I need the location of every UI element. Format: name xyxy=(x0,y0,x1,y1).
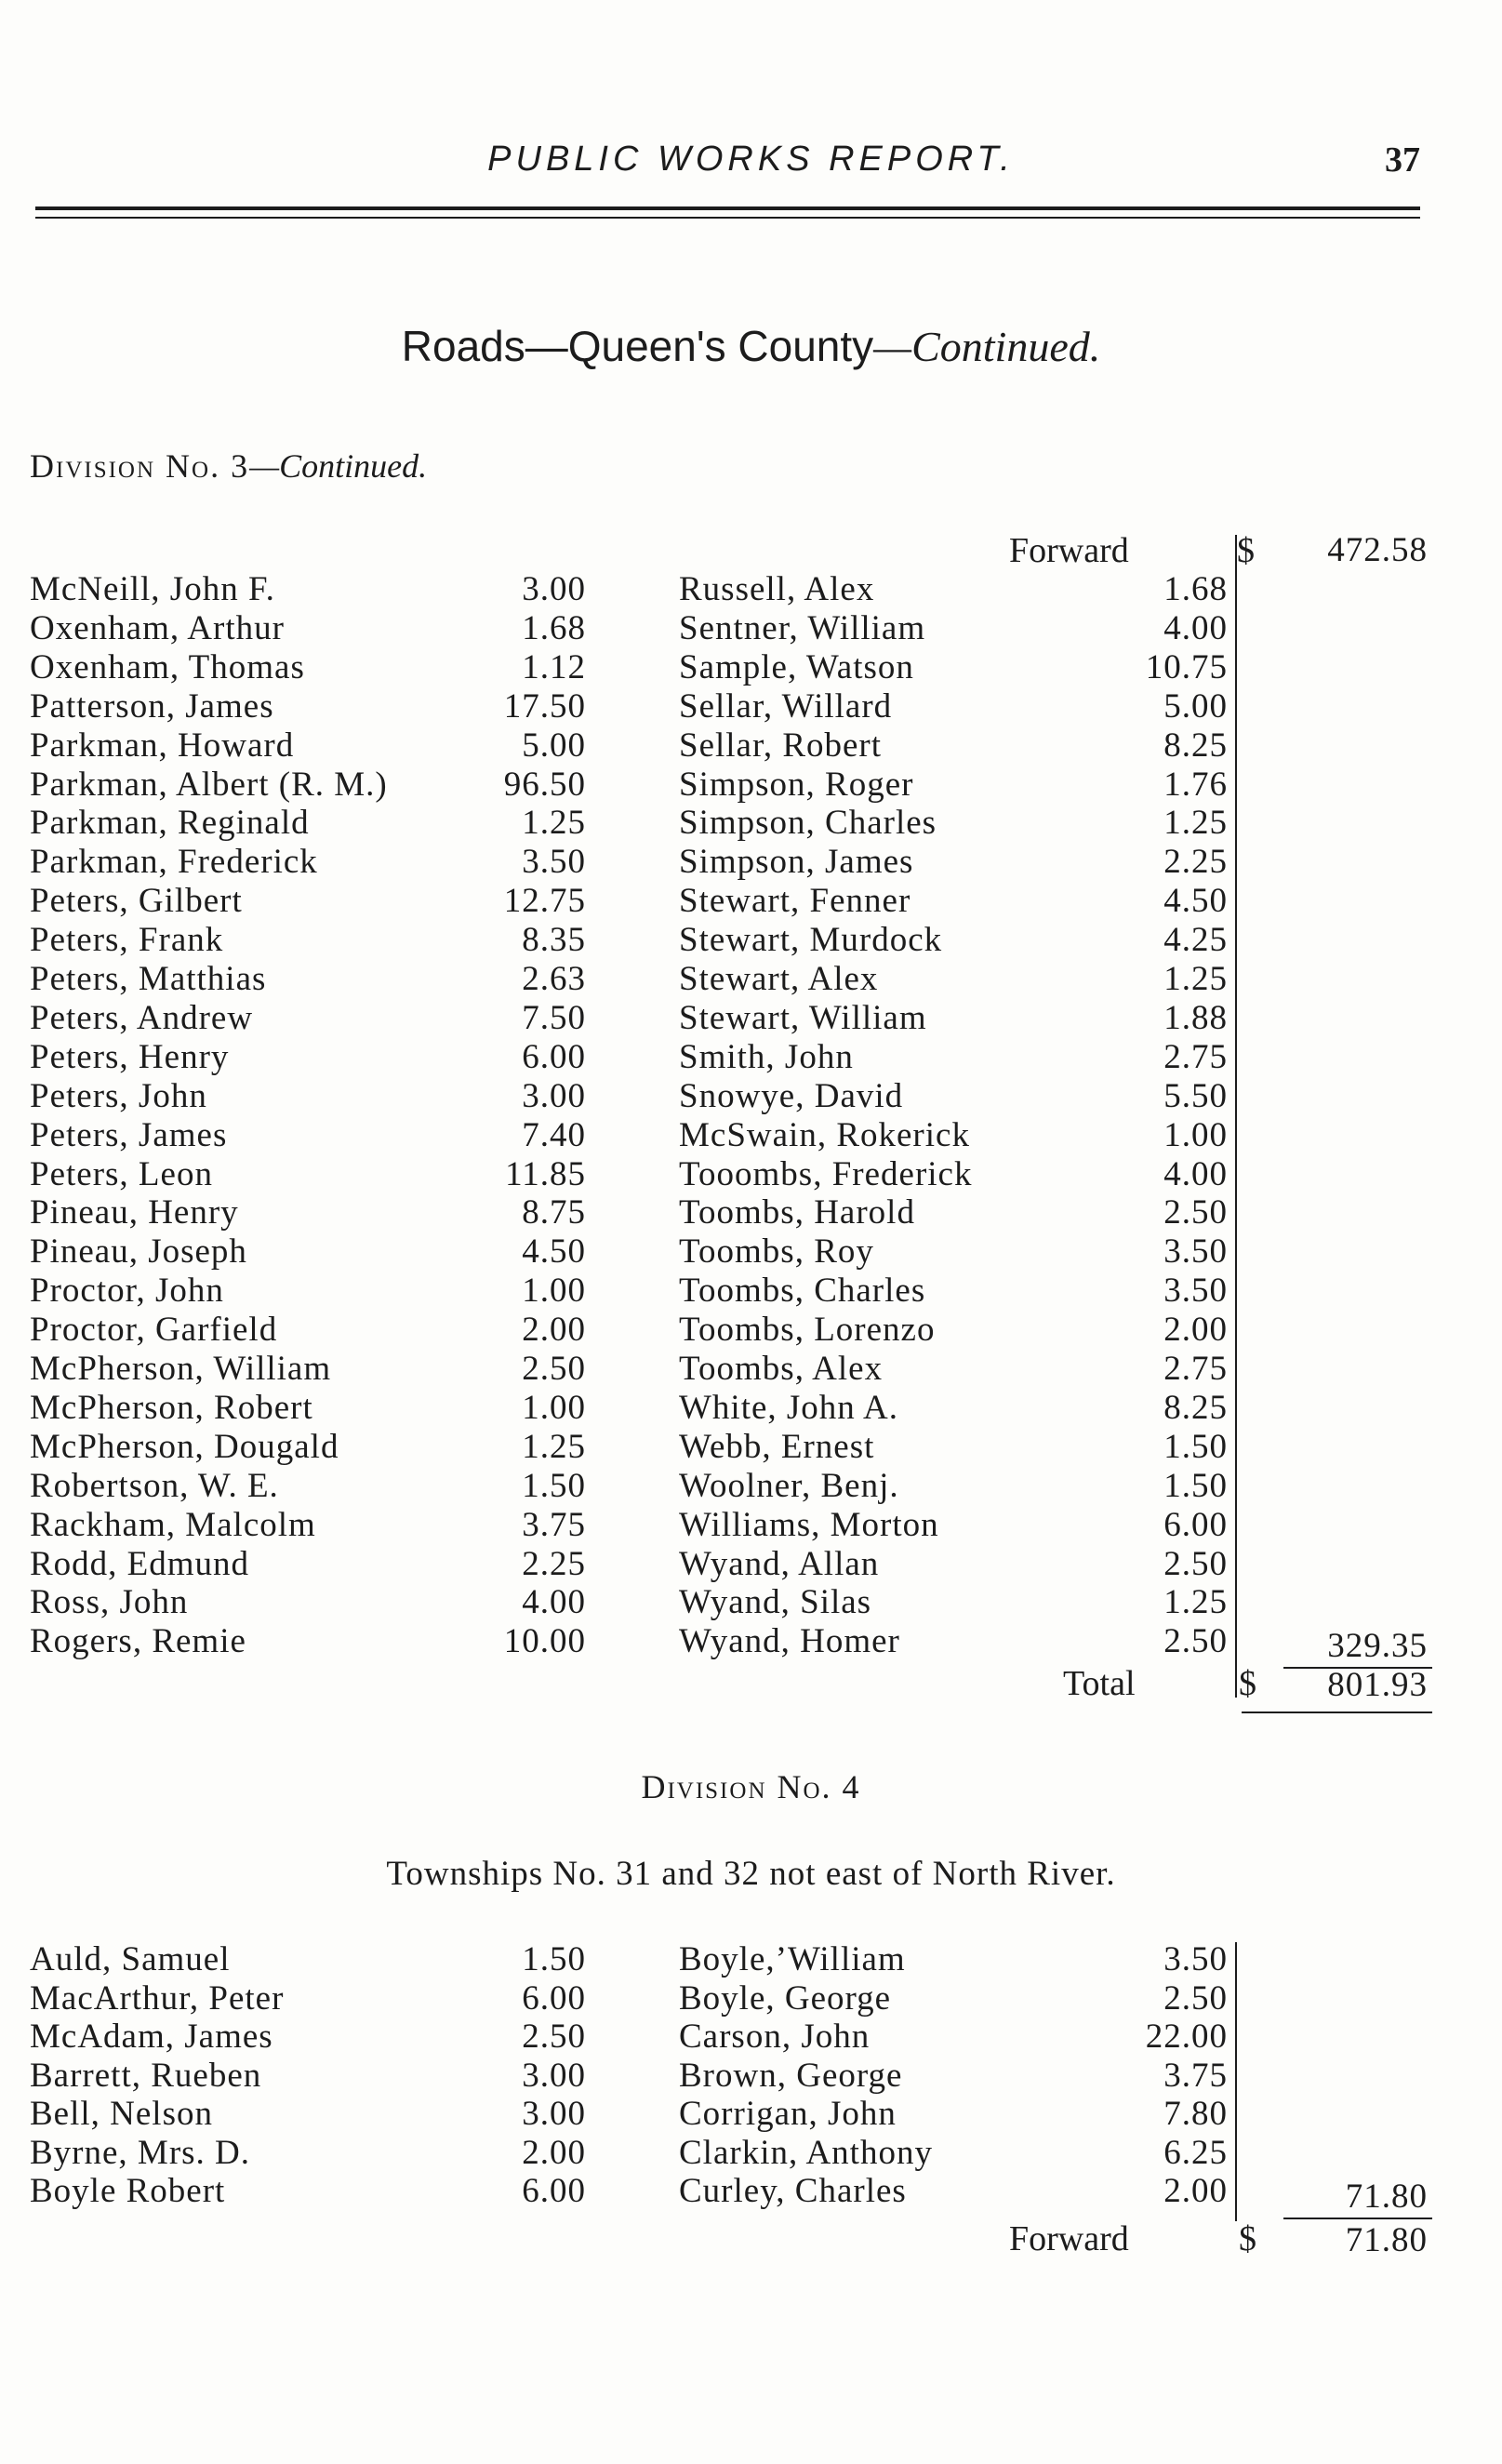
right-name: Stewart, William xyxy=(679,998,927,1037)
ledger-row xyxy=(0,569,1502,608)
ledger-row xyxy=(0,1076,1502,1115)
left-name: Ross, John xyxy=(30,1583,189,1622)
left-name: Pineau, Henry xyxy=(30,1193,239,1232)
ledger-row xyxy=(0,2171,1502,2210)
left-name: Pineau, Joseph xyxy=(30,1232,247,1272)
right-name: Simpson, James xyxy=(679,843,914,882)
ledger-row xyxy=(0,1271,1502,1310)
right-amount: 1.50 xyxy=(1163,1466,1228,1505)
total-label: Total xyxy=(1063,1664,1136,1703)
division-4-amount-rule xyxy=(1235,1942,1237,2221)
left-amount: 17.50 xyxy=(503,686,586,726)
left-name: Peters, Henry xyxy=(30,1037,230,1076)
right-amount: 3.75 xyxy=(1163,2056,1228,2095)
right-name: Russell, Alex xyxy=(679,570,875,608)
left-amount: 6.00 xyxy=(522,2172,586,2210)
right-amount: 4.50 xyxy=(1163,882,1228,921)
left-amount: 7.40 xyxy=(522,1115,586,1154)
ledger-row xyxy=(0,1232,1502,1271)
right-name: Sellar, Willard xyxy=(679,686,893,726)
forward-label-top: Forward xyxy=(1009,531,1129,570)
left-name: Peters, Leon xyxy=(30,1154,213,1193)
right-name: Boyle,’William xyxy=(679,1940,906,1978)
right-name: Wyand, Allan xyxy=(679,1544,880,1583)
ledger-row xyxy=(0,1037,1502,1076)
left-name: Barrett, Rueben xyxy=(30,2056,262,2095)
left-amount: 3.00 xyxy=(522,1076,586,1115)
ledger-row xyxy=(0,1544,1502,1583)
left-amount: 6.00 xyxy=(522,1978,586,2018)
division-3-subtotal: 329.35 xyxy=(1327,1627,1428,1665)
right-name: Simpson, Roger xyxy=(679,765,914,804)
left-name: Peters, James xyxy=(30,1115,228,1154)
right-name: Toombs, Charles xyxy=(679,1272,926,1311)
ledger-row xyxy=(0,1154,1502,1193)
right-amount: 2.50 xyxy=(1163,1622,1228,1661)
ledger-row xyxy=(0,608,1502,647)
right-amount: 1.76 xyxy=(1163,765,1228,804)
running-head: PUBLIC WORKS REPORT. xyxy=(487,140,1015,179)
left-name: Boyle Robert xyxy=(30,2172,226,2210)
left-amount: 1.12 xyxy=(522,647,586,686)
left-amount: 4.50 xyxy=(522,1232,586,1272)
right-name: Snowye, David xyxy=(679,1076,904,1115)
left-amount: 2.50 xyxy=(522,2018,586,2056)
left-amount: 2.00 xyxy=(522,1311,586,1350)
right-name: Toombs, Lorenzo xyxy=(679,1311,936,1350)
left-amount: 8.75 xyxy=(522,1193,586,1232)
left-name: McPherson, William xyxy=(30,1350,332,1388)
right-amount: 2.75 xyxy=(1163,1350,1228,1388)
right-amount: 4.00 xyxy=(1163,1154,1228,1193)
right-name: Curley, Charles xyxy=(679,2172,907,2210)
ledger-row xyxy=(0,920,1502,959)
ledger-row xyxy=(0,842,1502,881)
left-amount: 3.00 xyxy=(522,2056,586,2095)
right-name: Wyand, Silas xyxy=(679,1583,872,1622)
left-name: Rogers, Remie xyxy=(30,1622,246,1661)
left-name: Robertson, W. E. xyxy=(30,1466,279,1505)
right-name: Stewart, Alex xyxy=(679,960,879,998)
left-amount: 1.68 xyxy=(522,608,586,647)
left-amount: 6.00 xyxy=(522,1037,586,1076)
ledger-row xyxy=(0,726,1502,765)
total-amount: 801.93 xyxy=(1327,1666,1428,1704)
right-name: Sellar, Robert xyxy=(679,726,883,765)
ledger-row xyxy=(0,1978,1502,2018)
left-name: Auld, Samuel xyxy=(30,1940,231,1978)
division-4-subtotal-rule xyxy=(1283,2218,1432,2219)
left-amount: 4.00 xyxy=(522,1583,586,1622)
ledger-row xyxy=(0,1115,1502,1154)
ledger-row xyxy=(0,1505,1502,1544)
right-name: Simpson, Charles xyxy=(679,804,937,843)
right-name: Boyle, George xyxy=(679,1978,892,2018)
total-currency: $ xyxy=(1239,1664,1256,1703)
ledger-row xyxy=(0,1192,1502,1232)
left-amount: 2.63 xyxy=(522,960,586,998)
right-amount: 10.75 xyxy=(1145,647,1228,686)
left-name: Parkman, Reginald xyxy=(30,804,310,843)
total-rule xyxy=(1242,1711,1432,1713)
left-amount: 1.00 xyxy=(522,1388,586,1427)
right-name: Brown, George xyxy=(679,2056,903,2095)
right-amount: 1.25 xyxy=(1163,960,1228,998)
right-name: Woolner, Benj. xyxy=(679,1466,899,1505)
right-name: Stewart, Murdock xyxy=(679,921,943,960)
right-amount: 2.00 xyxy=(1163,2172,1228,2210)
ledger-row xyxy=(0,1310,1502,1349)
ledger-row xyxy=(0,1349,1502,1388)
left-name: Peters, Gilbert xyxy=(30,882,243,921)
left-name: Parkman, Albert (R. M.) xyxy=(30,765,388,804)
right-amount: 2.50 xyxy=(1163,1193,1228,1232)
division-3-continued: —Continued. xyxy=(249,447,428,485)
ledger-row xyxy=(0,1582,1502,1621)
ledger-row xyxy=(0,998,1502,1037)
left-name: Rodd, Edmund xyxy=(30,1544,250,1583)
right-amount: 1.00 xyxy=(1163,1115,1228,1154)
right-amount: 3.50 xyxy=(1163,1940,1228,1978)
left-amount: 1.00 xyxy=(522,1272,586,1311)
left-name: Proctor, Garfield xyxy=(30,1311,278,1350)
right-name: Tooombs, Frederick xyxy=(679,1154,973,1193)
division-3-label: Division No. 3 xyxy=(30,447,250,485)
forward-currency-bottom: $ xyxy=(1239,2219,1256,2258)
left-name: Oxenham, Arthur xyxy=(30,608,285,647)
ledger-row xyxy=(0,2056,1502,2095)
right-name: Toombs, Alex xyxy=(679,1350,884,1388)
ledger-row xyxy=(0,2017,1502,2056)
forward-amount-bottom: 71.80 xyxy=(1345,2221,1428,2259)
header-rule-thin xyxy=(35,217,1420,219)
right-amount: 5.00 xyxy=(1163,686,1228,726)
ledger-row xyxy=(0,647,1502,686)
right-amount: 1.68 xyxy=(1163,570,1228,608)
right-name: Stewart, Fenner xyxy=(679,882,911,921)
left-amount: 2.50 xyxy=(522,1350,586,1388)
right-amount: 4.25 xyxy=(1163,921,1228,960)
title-continued: —Continued. xyxy=(873,323,1101,370)
left-name: Patterson, James xyxy=(30,686,274,726)
right-name: Webb, Ernest xyxy=(679,1427,875,1466)
ledger-row xyxy=(0,1427,1502,1466)
left-name: Peters, John xyxy=(30,1076,207,1115)
right-name: Sentner, William xyxy=(679,608,926,647)
left-name: Oxenham, Thomas xyxy=(30,647,305,686)
forward-currency-top: $ xyxy=(1237,531,1255,570)
ledger-row xyxy=(0,1466,1502,1505)
right-amount: 1.25 xyxy=(1163,804,1228,843)
ledger-row xyxy=(0,2133,1502,2172)
left-amount: 3.00 xyxy=(522,2095,586,2133)
right-amount: 2.75 xyxy=(1163,1037,1228,1076)
forward-label-bottom: Forward xyxy=(1009,2219,1129,2258)
header-rule-thick xyxy=(35,206,1420,210)
page-number: 37 xyxy=(1385,140,1420,180)
left-amount: 2.00 xyxy=(522,2133,586,2172)
ledger-row xyxy=(0,881,1502,920)
right-amount: 7.80 xyxy=(1163,2095,1228,2133)
left-amount: 10.00 xyxy=(503,1622,586,1661)
right-name: Carson, John xyxy=(679,2018,871,2056)
right-amount: 2.00 xyxy=(1163,1311,1228,1350)
right-name: McSwain, Rokerick xyxy=(679,1115,970,1154)
ledger-row xyxy=(0,1621,1502,1660)
division-4-heading: Division No. 4 xyxy=(641,1768,861,1805)
forward-amount-top: 472.58 xyxy=(1327,531,1428,569)
right-amount: 2.25 xyxy=(1163,843,1228,882)
right-name: Toombs, Roy xyxy=(679,1232,874,1272)
left-amount: 2.25 xyxy=(522,1544,586,1583)
right-amount: 2.50 xyxy=(1163,1978,1228,2018)
left-amount: 8.35 xyxy=(522,921,586,960)
right-amount: 1.88 xyxy=(1163,998,1228,1037)
left-name: Parkman, Howard xyxy=(30,726,295,765)
left-amount: 1.50 xyxy=(522,1466,586,1505)
right-amount: 1.25 xyxy=(1163,1583,1228,1622)
division-4-subtitle: Townships No. 31 and 32 not east of North River. xyxy=(386,1855,1116,1893)
left-name: Peters, Matthias xyxy=(30,960,267,998)
ledger-row xyxy=(0,765,1502,804)
right-name: Smith, John xyxy=(679,1037,854,1076)
right-name: Williams, Morton xyxy=(679,1505,939,1544)
left-amount: 1.25 xyxy=(522,1427,586,1466)
left-name: McPherson, Dougald xyxy=(30,1427,339,1466)
right-name: Sample, Watson xyxy=(679,647,914,686)
right-name: White, John A. xyxy=(679,1388,898,1427)
left-name: Peters, Frank xyxy=(30,921,224,960)
left-amount: 1.25 xyxy=(522,804,586,843)
right-amount: 3.50 xyxy=(1163,1272,1228,1311)
right-name: Clarkin, Anthony xyxy=(679,2133,933,2172)
right-amount: 4.00 xyxy=(1163,608,1228,647)
left-name: MacArthur, Peter xyxy=(30,1978,285,2018)
title-main: Roads—Queen's County xyxy=(401,322,874,370)
right-amount: 22.00 xyxy=(1145,2018,1228,2056)
left-amount: 1.50 xyxy=(522,1940,586,1978)
left-name: Peters, Andrew xyxy=(30,998,254,1037)
right-amount: 6.25 xyxy=(1163,2133,1228,2172)
left-name: McNeill, John F. xyxy=(30,570,275,608)
left-amount: 3.50 xyxy=(522,843,586,882)
right-amount: 8.25 xyxy=(1163,726,1228,765)
ledger-row xyxy=(0,959,1502,998)
left-name: Rackham, Malcolm xyxy=(30,1505,316,1544)
page-title xyxy=(0,321,1502,371)
right-amount: 1.50 xyxy=(1163,1427,1228,1466)
division-3-heading xyxy=(30,446,427,486)
division-4-subtotal: 71.80 xyxy=(1345,2178,1428,2216)
left-amount: 7.50 xyxy=(522,998,586,1037)
ledger-row xyxy=(0,2094,1502,2133)
left-amount: 12.75 xyxy=(503,882,586,921)
right-name: Toombs, Harold xyxy=(679,1193,915,1232)
right-amount: 6.00 xyxy=(1163,1505,1228,1544)
ledger-row xyxy=(0,1388,1502,1427)
left-name: McAdam, James xyxy=(30,2018,273,2056)
right-name: Corrigan, John xyxy=(679,2095,897,2133)
right-name: Wyand, Homer xyxy=(679,1622,900,1661)
left-amount: 96.50 xyxy=(503,765,586,804)
right-amount: 8.25 xyxy=(1163,1388,1228,1427)
left-name: Parkman, Frederick xyxy=(30,843,318,882)
left-name: Proctor, John xyxy=(30,1272,224,1311)
left-amount: 11.85 xyxy=(505,1154,586,1193)
ledger-row xyxy=(0,1939,1502,1978)
left-amount: 5.00 xyxy=(522,726,586,765)
left-name: McPherson, Robert xyxy=(30,1388,313,1427)
ledger-row xyxy=(0,803,1502,842)
left-name: Byrne, Mrs. D. xyxy=(30,2133,251,2172)
left-amount: 3.00 xyxy=(522,570,586,608)
left-name: Bell, Nelson xyxy=(30,2095,213,2133)
right-amount: 5.50 xyxy=(1163,1076,1228,1115)
left-amount: 3.75 xyxy=(522,1505,586,1544)
ledger-row xyxy=(0,686,1502,726)
division-3-amount-rule xyxy=(1235,535,1237,1698)
right-amount: 3.50 xyxy=(1163,1232,1228,1272)
right-amount: 2.50 xyxy=(1163,1544,1228,1583)
